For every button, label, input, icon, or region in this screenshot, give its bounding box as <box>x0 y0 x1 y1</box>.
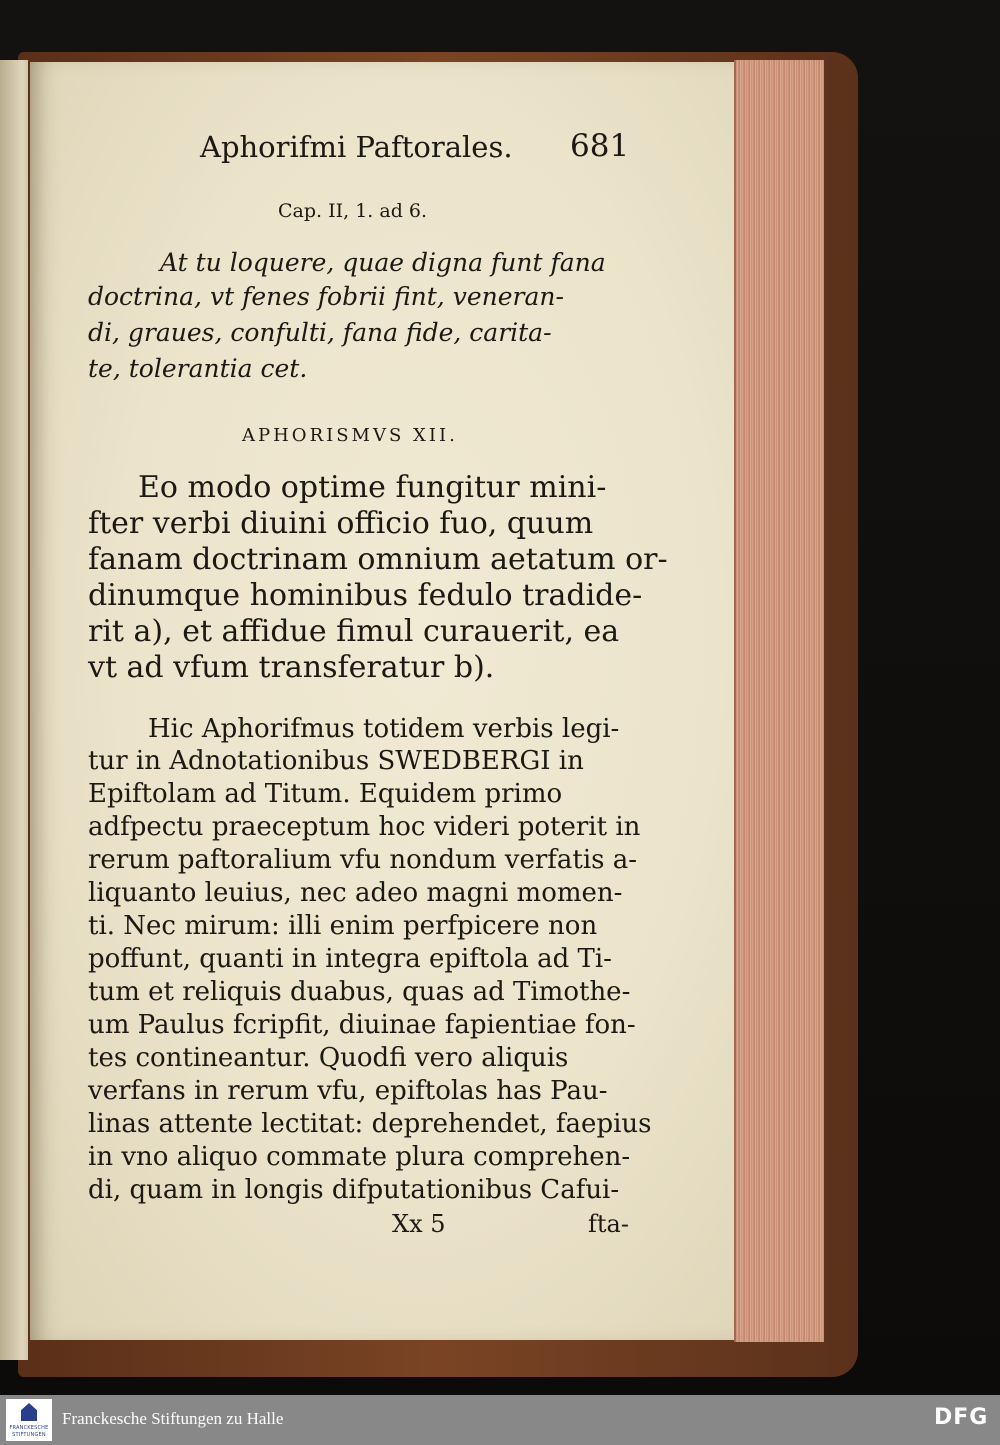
aphorism-line: dinumque hominibus fedulo tradide- <box>88 578 643 613</box>
left-page-edge <box>0 60 28 1360</box>
commentary-line: di, quam in longis difputationibus Cafui- <box>88 1175 620 1205</box>
commentary-line: poffunt, quanti in integra epiftola ad Ti- <box>88 944 612 974</box>
logo-text: FRANCKESCHE <box>9 1425 49 1431</box>
aphorism-line: Eo modo optime fungitur mini- <box>138 470 607 505</box>
commentary-line: in vno aliquo commate plura comprehen- <box>88 1142 631 1172</box>
quote-line: di, graues, confulti, fana fide, carita- <box>88 318 552 347</box>
commentary-line: tes contineantur. Quodfi vero aliquis <box>88 1043 569 1073</box>
catchword: fta- <box>588 1210 629 1238</box>
commentary-line: um Paulus fcripfit, diuinae fapientiae fon- <box>88 1010 636 1040</box>
institution-logo[interactable] <box>6 1399 52 1441</box>
page-fore-edge <box>734 60 824 1342</box>
dfg-logo[interactable]: DFG <box>934 1405 989 1430</box>
aphorism-line: fter verbi diuini officio fuo, quum <box>88 506 594 541</box>
aphorism-line: fanam doctrinam omnium aetatum or- <box>88 542 668 577</box>
aphorism-heading: APHORISMVS XII. <box>242 425 458 446</box>
quote-line: te, tolerantia cet. <box>88 354 308 383</box>
logo-text: STIFTUNGEN <box>12 1432 46 1438</box>
house-icon <box>21 1403 37 1421</box>
commentary-line: Hic Aphorifmus totidem verbis legi- <box>148 714 620 744</box>
aphorism-line: rit a), et affidue fimul curauerit, ea <box>88 614 620 649</box>
commentary-line: liquanto leuius, nec adeo magni momen- <box>88 878 623 908</box>
page-number: 681 <box>570 128 630 164</box>
commentary-line: ti. Nec mirum: illi enim perfpicere non <box>88 911 598 941</box>
quote-line: doctrina, vt fenes fobrii fint, veneran- <box>88 282 564 311</box>
signature-mark: Xx 5 <box>392 1210 446 1238</box>
aphorism-line: vt ad vfum transferatur b). <box>88 650 495 685</box>
chapter-reference: Cap. II, 1. ad 6. <box>278 200 428 222</box>
commentary-line: rerum paftoralium vfu nondum verfatis a- <box>88 845 638 875</box>
quote-line: At tu loquere, quae digna funt fana <box>160 248 606 277</box>
running-head: Aphorifmi Paftorales. <box>200 130 513 164</box>
commentary-line: adfpectu praeceptum hoc videri poterit in <box>88 812 641 842</box>
commentary-line: tur in Adnotationibus SWEDBERGI in <box>88 746 584 776</box>
commentary-line: tum et reliquis duabus, quas ad Timothe- <box>88 977 631 1007</box>
footer-title[interactable]: Franckesche Stiftungen zu Halle <box>62 1409 284 1428</box>
commentary-line: linas attente lectitat: deprehendet, faepius <box>88 1109 652 1139</box>
commentary-line: Epiftolam ad Titum. Equidem primo <box>88 779 563 809</box>
commentary-line: verfans in rerum vfu, epiftolas has Pau- <box>88 1076 608 1106</box>
